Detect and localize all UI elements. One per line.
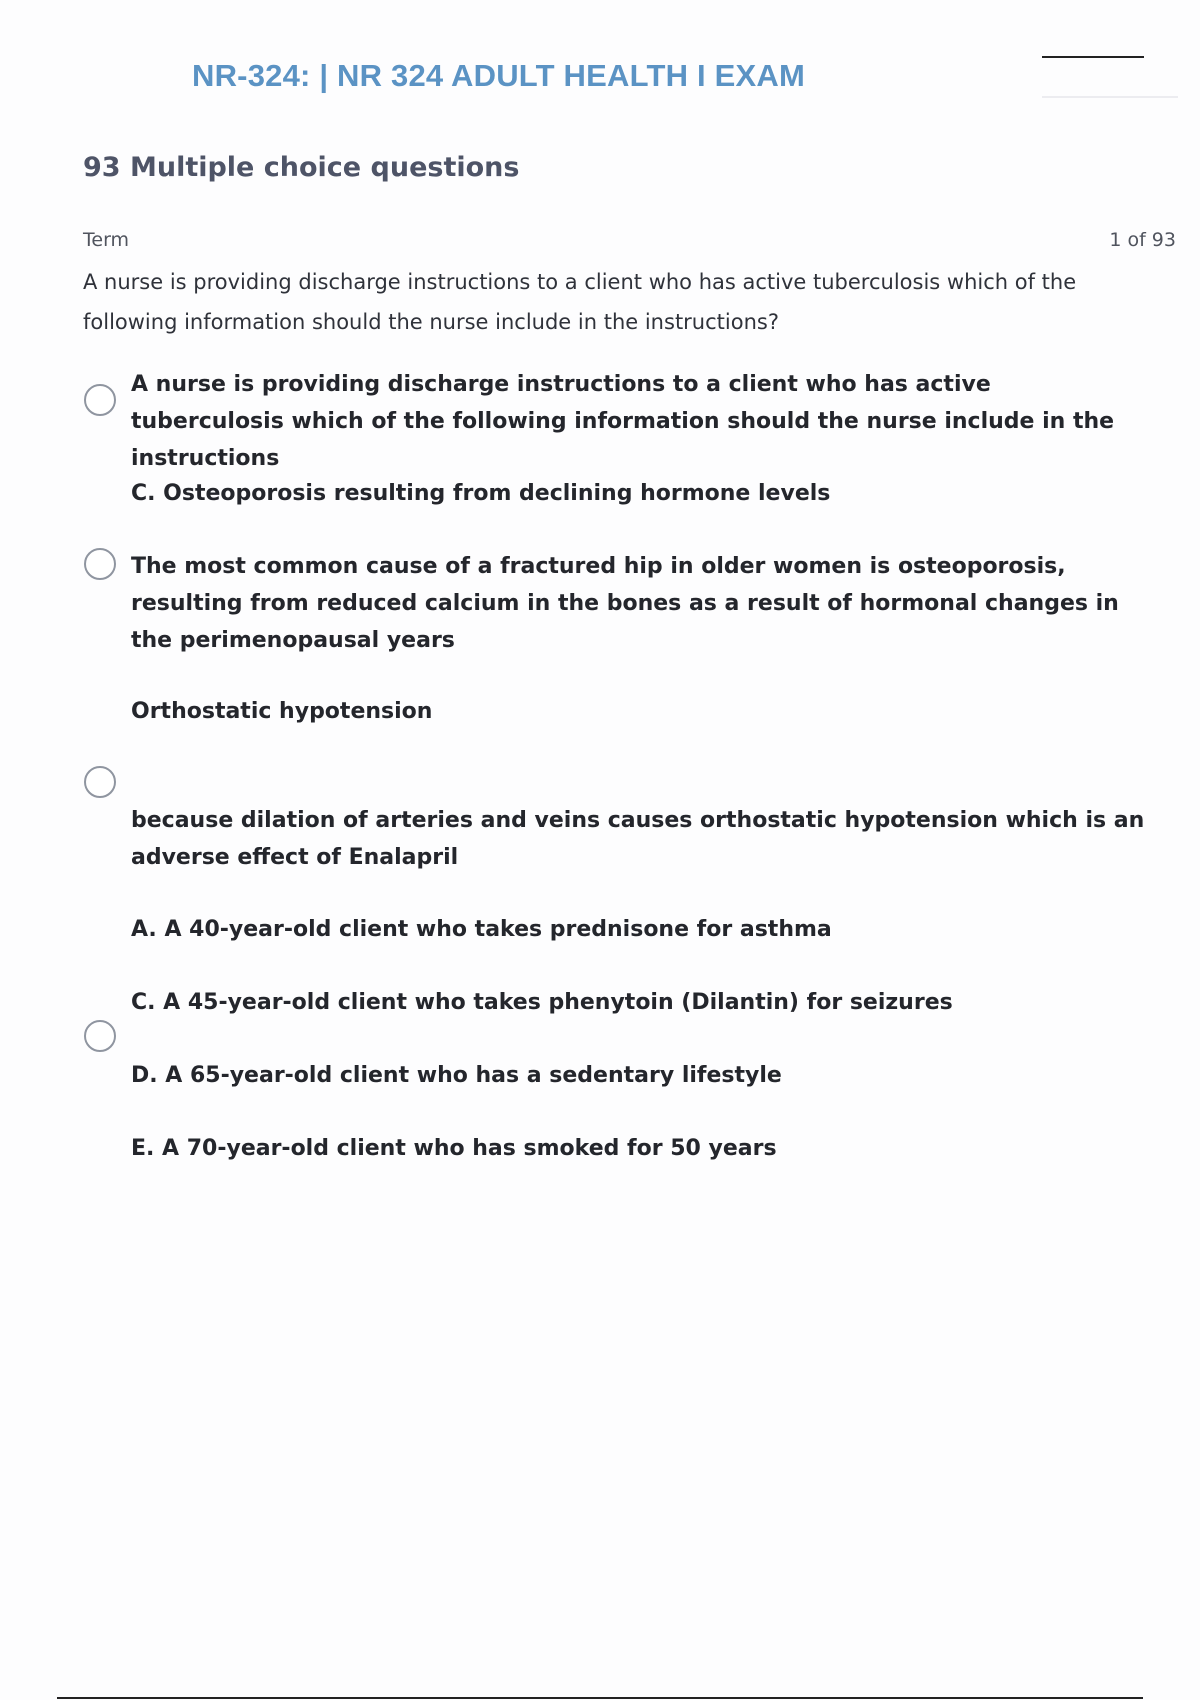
option-4-text[interactable]: C. A 45-year-old client who takes phenytoin (Dilantin) for seizures (131, 990, 953, 1015)
option-1-subtext: C. Osteoporosis resulting from declining hormone levels (131, 481, 831, 506)
option-1-text[interactable]: A nurse is providing discharge instructions to a client who has active tuberculosis which of the following information should the nurse include in the instructions (131, 372, 1115, 471)
option-2-radio[interactable] (84, 548, 116, 580)
footer-divider (57, 1697, 1143, 1699)
option-3-text[interactable]: because dilation of arteries and veins causes orthostatic hypotension which is an adverse effect of Enalapril (131, 808, 1145, 870)
section-heading: 93 Multiple choice questions (83, 152, 520, 183)
question-text: A nurse is providing discharge instructions to a client who has active tuberculosis which of the following information should the nurse include in the instructions? (83, 270, 1077, 334)
option-3-subtext: A. A 40-year-old client who takes prednisone for asthma (131, 917, 832, 942)
option-4-subtext-2: E. A 70-year-old client who has smoked for 50 years (131, 1136, 777, 1161)
title-divider-top (1042, 56, 1144, 58)
option-1-radio[interactable] (84, 384, 116, 416)
question-counter: 1 of 93 (1109, 229, 1176, 251)
document-title: NR-324: | NR 324 ADULT HEALTH I EXAM (192, 58, 805, 93)
option-4-radio[interactable] (84, 1020, 116, 1052)
option-2-subtext: Orthostatic hypotension (131, 699, 433, 724)
term-label: Term (83, 229, 130, 251)
option-4-subtext-1: D. A 65-year-old client who has a sedentary lifestyle (131, 1063, 782, 1088)
option-3-radio[interactable] (84, 766, 116, 798)
title-divider-bottom (1042, 96, 1178, 98)
option-2-text[interactable]: The most common cause of a fractured hip in older women is osteoporosis, resulting from reduced calcium in the bones as a result of hormonal changes in the perimenopausal years (131, 554, 1119, 653)
